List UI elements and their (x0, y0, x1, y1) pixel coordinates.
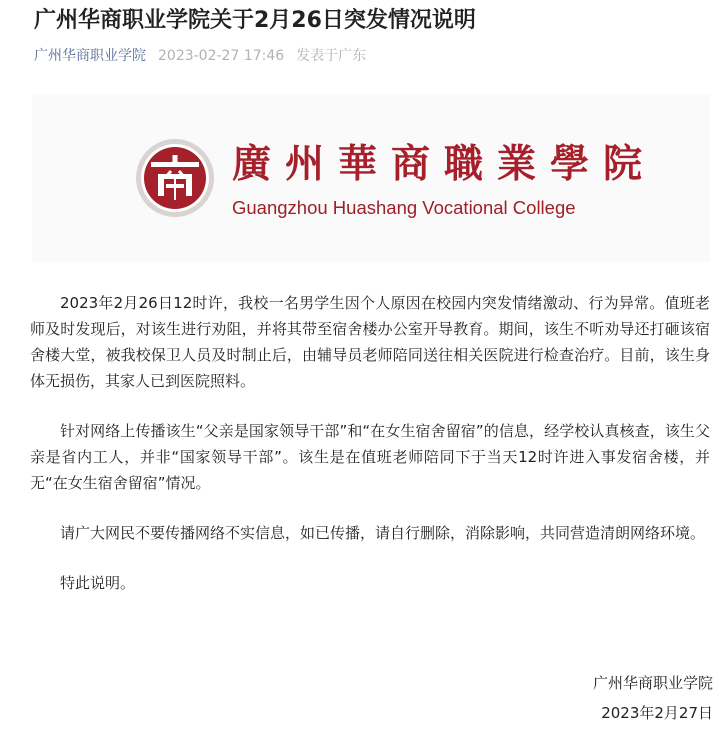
college-logo-banner (32, 94, 710, 262)
body-paragraph: 2023年2月26日12时许，我校一名男学生因个人原因在校园内突发情绪激动、行为异常。值班老师及时发现后，对该生进行劝阻，并将其带至宿舍楼办公室开导教育。期间，该生不听劝导还打砸该宿舍楼大堂，被我校保卫人员及时制止后，由辅导员老师陪同送往相关医院进行检查治疗。目前，该生身体无损伤，其家人已到医院照料。 (30, 294, 710, 390)
logo-chinese-name: 廣州華商職業學院 (232, 141, 657, 187)
body-paragraph: 请广大网民不要传播网络不实信息，如已传播，请自行删除，消除影响，共同营造清朗网络环境。 (60, 524, 706, 542)
college-seal-icon (135, 138, 215, 218)
article-body (30, 290, 710, 596)
publish-time: 2023-02-27 17:46 (158, 48, 285, 64)
signature-organization: 广州华商职业学院 (592, 674, 713, 692)
publish-location: 发表于广东 (296, 48, 367, 64)
body-paragraph: 针对网络上传播该生“父亲是国家领导干部”和“在女生宿舍留宿”的信息，经学校认真核查，该生父亲是省内工人，并非“国家领导干部”。该生是在值班老师陪同下于当天12时许进入事发宿舍楼，并无“在女生宿舍留宿”情况。 (30, 422, 710, 492)
article-title: 广州华商职业学院关于2月26日突发情况说明 (34, 8, 476, 33)
article-meta (34, 46, 713, 66)
account-name-link[interactable]: 广州华商职业学院 (34, 48, 146, 64)
logo-english-name: Guangzhou Huashang Vocational College (232, 197, 576, 218)
signature-date: 2023年2月27日 (601, 704, 713, 722)
body-paragraph: 特此说明。 (60, 574, 136, 592)
